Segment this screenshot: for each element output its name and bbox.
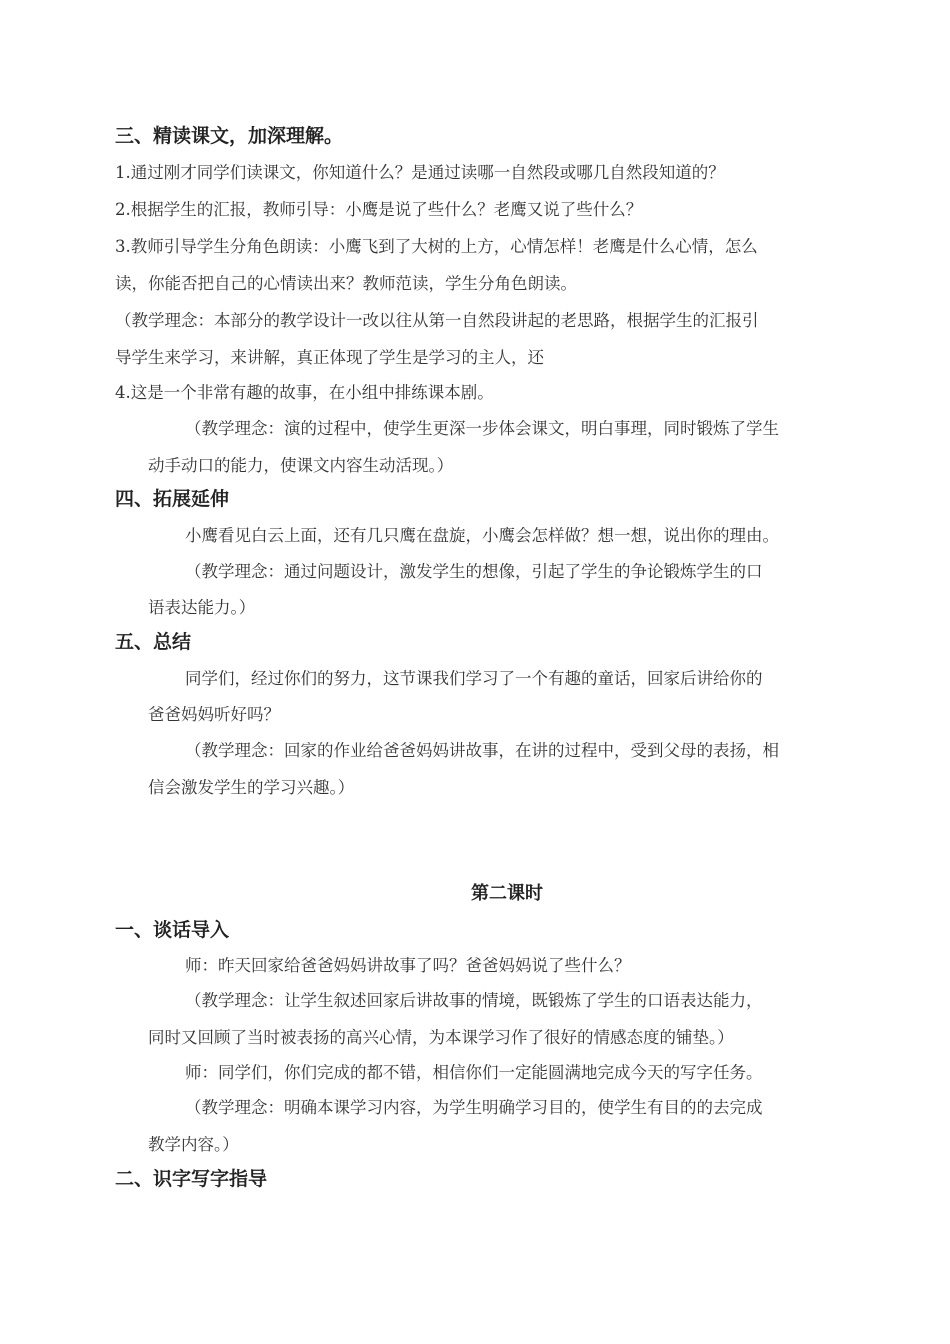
section-3-note-2-line-2: 动手动口的能力，使课文内容生动活现。） <box>148 456 454 475</box>
section-3-item-1: 1.通过刚才同学们读课文，你知道什么？是通过读哪一自然段或哪几自然段知道的？ <box>115 163 725 182</box>
section-3-note-1-line-2: 导学生来学习，来讲解，真正体现了学生是学习的主人，还 <box>115 348 544 367</box>
section-4-note-line-1: （教学理念：通过问题设计，激发学生的想像，引起了学生的争论锻炼学生的口 <box>185 562 763 581</box>
section-4-heading: 四、拓展延伸 <box>115 488 230 510</box>
section-3-item-2: 2.根据学生的汇报，教师引导：小鹰是说了些什么？老鹰又说了些什么？ <box>115 200 643 219</box>
lesson-2-section-1-note-1-line-2: 同时又回顾了当时被表扬的高兴心情，为本课学习作了很好的情感态度的铺垫。） <box>148 1028 734 1047</box>
lesson-2-section-1-heading: 一、谈话导入 <box>115 919 230 941</box>
lesson-2-section-1-note-2-line-1: （教学理念：明确本课学习内容，为学生明确学习目的，使学生有目的的去完成 <box>185 1098 763 1117</box>
section-5-heading: 五、总结 <box>115 631 192 653</box>
section-5-note-line-1: （教学理念：回家的作业给爸爸妈妈讲故事，在讲的过程中，受到父母的表扬，相 <box>185 741 779 760</box>
section-3-item-4: 4.这是一个非常有趣的故事，在小组中排练课本剧。 <box>115 383 494 402</box>
section-3-heading: 三、精读课文，加深理解。 <box>115 125 344 147</box>
section-4-note-line-2: 语表达能力。） <box>148 598 256 617</box>
section-5-paragraph-line-1: 同学们，经过你们的努力，这节课我们学习了一个有趣的童话，回家后讲给你的 <box>185 669 763 688</box>
lesson-2-section-1-note-2-line-2: 教学内容。） <box>148 1135 239 1154</box>
section-3-note-1-line-1: （教学理念：本部分的教学设计一改以往从第一自然段讲起的老思路，根据学生的汇报引 <box>115 311 759 330</box>
lesson-2-section-1-note-1-line-1: （教学理念：让学生叙述回家后讲故事的情境，既锻炼了学生的口语表达能力， <box>185 991 763 1010</box>
lesson-2-title: 第二课时 <box>471 883 543 904</box>
lesson-2-section-1-paragraph-1: 师：昨天回家给爸爸妈妈讲故事了吗？爸爸妈妈说了些什么？ <box>185 956 631 975</box>
lesson-2-section-2-heading: 二、识字写字指导 <box>115 1168 268 1190</box>
section-4-paragraph: 小鹰看见白云上面，还有几只鹰在盘旋，小鹰会怎样做？想一想，说出你的理由。 <box>185 526 779 545</box>
section-5-paragraph-line-2: 爸爸妈妈听好吗？ <box>148 705 280 724</box>
section-3-item-3-line-1: 3.教师引导学生分角色朗读：小鹰飞到了大树的上方，心情怎样！老鹰是什么心情，怎么 <box>115 237 758 256</box>
section-3-note-2-line-1: （教学理念：演的过程中，使学生更深一步体会课文，明白事理，同时锻炼了学生 <box>185 419 779 438</box>
section-3-item-3-line-2: 读，你能否把自己的心情读出来？教师范读，学生分角色朗读。 <box>115 274 577 293</box>
lesson-2-section-1-paragraph-2: 师：同学们，你们完成的都不错，相信你们一定能圆满地完成今天的写字任务。 <box>185 1063 763 1082</box>
section-5-note-line-2: 信会激发学生的学习兴趣。） <box>148 778 355 797</box>
